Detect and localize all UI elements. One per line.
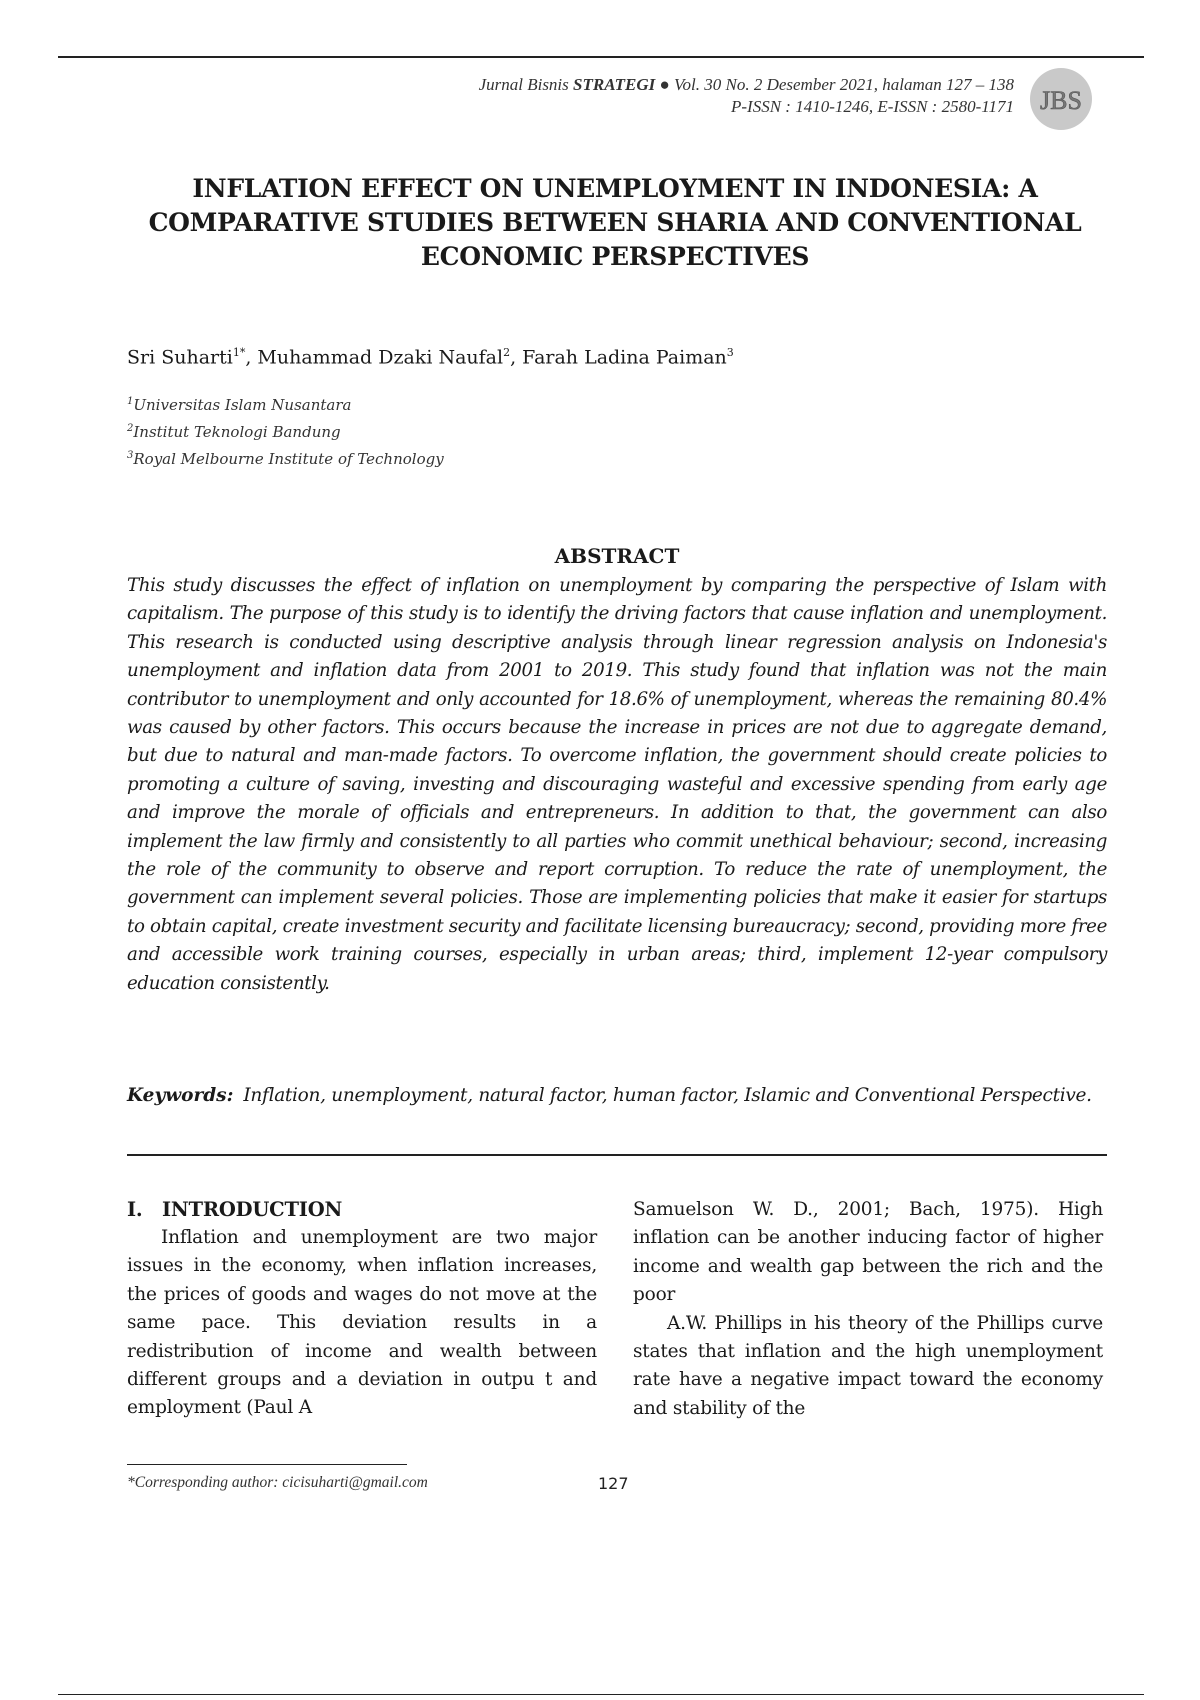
author-name: Sri Suharti [127, 346, 233, 369]
journal-prefix: Jurnal Bisnis [478, 75, 574, 94]
journal-header [479, 74, 1014, 118]
affiliation [127, 390, 444, 417]
intro-paragraph-1: Inflation and unemployment are two major issues in the economy, when inflation increases, the prices of goods and wages do not move at the same pace. This deviation results in a redistribution of income and wealth between different groups and a deviation in outpu t and employment (Paul A [127, 1227, 597, 1419]
footnote-rule [127, 1464, 407, 1465]
section-heading [127, 1196, 597, 1224]
affiliation-name: Royal Melbourne Institute of Technology [133, 450, 444, 468]
abstract-heading: ABSTRACT [554, 544, 680, 568]
section-rule [127, 1154, 1107, 1156]
journal-line [479, 74, 1014, 96]
affiliation-name: Institut Teknologi Bandung [133, 423, 341, 441]
header-rule [58, 56, 1144, 58]
issn: P-ISSN : 1410-1246, E-ISSN : 2580-1171 [731, 97, 1014, 116]
journal-bullet: ● [655, 75, 675, 94]
section-title: INTRODUCTION [162, 1198, 343, 1221]
keywords-text: Inflation, unemployment, natural factor, human factor, Islamic and Conventional Perspective. [243, 1085, 1092, 1106]
affiliation-list [127, 390, 444, 471]
journal-name: STRATEGI [573, 75, 656, 94]
author-mark: 3 [726, 346, 734, 359]
column-right [633, 1196, 1103, 1423]
affiliation-name: Universitas Islam Nusantara [133, 396, 352, 414]
paper-title: INFLATION EFFECT ON UNEMPLOYMENT IN INDONESIA: A COMPARATIVE STUDIES BETWEEN SHARIA AND CONVENTIONAL ECONOMIC PERSPECTIVES [148, 174, 1082, 271]
affiliation-mark: 2 [127, 423, 134, 434]
affiliation [127, 444, 444, 471]
affiliation-mark: 3 [127, 450, 134, 461]
jbs-logo-icon [1038, 76, 1084, 122]
author-name: Muhammad Dzaki Naufal [257, 346, 504, 369]
author-list: Sri Suharti$^{1*}$, Muhammad Dzaki Naufal$^2$, Farah Ladina Paiman$^3$ [127, 346, 734, 369]
affiliation-mark: 1 [127, 396, 134, 407]
column-left [127, 1196, 597, 1423]
section-number: I. [127, 1198, 143, 1221]
affiliation [127, 417, 444, 444]
corresponding-author-footnote: *Corresponding author: cicisuharti@gmail.com [127, 1474, 428, 1491]
page-number: 127 [598, 1474, 629, 1493]
author-name: Farah Ladina Paiman [522, 346, 727, 369]
intro-paragraph-1-continued: Samuelson W. D., 2001; Bach, 1975). High inflation can be another inducing factor of higher income and wealth gap between the rich and the poor [633, 1199, 1103, 1306]
journal-logo [1030, 68, 1092, 130]
keywords [127, 1082, 1107, 1110]
keywords-label: Keywords [127, 1085, 227, 1106]
volume-info: Vol. 30 No. 2 Desember 2021, halaman 127 – 138 [674, 75, 1014, 94]
keywords-label-wrap: Keywords: [127, 1085, 234, 1106]
author-mark: 1* [232, 346, 246, 359]
abstract-text: This study discusses the effect of inflation on unemployment by comparing the perspective of Islam with capitalism. The purpose of this study is to identify the driving factors that cause inflation and unemployment. This research is conducted using descriptive analysis through linear regression analysis on Indonesia's unemployment and inflation data from 2001 to 2019. This study found that inflation was not the main contributor to unemployment and only accounted for 18.6% of unemployment, whereas the remaining 80.4% was caused by other factors. This occurs because the increase in prices are not due to aggregate demand, but due to natural and man-made factors. To overcome inflation, the government should create policies to promoting a culture of saving, investing and discouraging wasteful and excessive spending from early age and improve the morale of officials and entrepreneurs. In addition to that, the government can also implement the law firmly and consistently to all parties who commit unethical behaviour; second, increasing the role of the community to observe and report corruption. To reduce the rate of unemployment, the government can implement several policies. Those are implementing policies that make it easier for startups to obtain capital, create investment security and facilitate licensing bureaucracy; second, providing more free and accessible work training courses, especially in urban areas; third, implement 12-year compulsory education consistently. [127, 575, 1107, 994]
logo-text: JBS [1040, 86, 1082, 115]
footer-rule [58, 1694, 1144, 1695]
author-mark: 2 [503, 346, 511, 359]
intro-paragraph-2: A.W. Phillips in his theory of the Phillips curve states that inflation and the high unemployment rate have a negative impact toward the economy and stability of the [633, 1312, 1103, 1419]
